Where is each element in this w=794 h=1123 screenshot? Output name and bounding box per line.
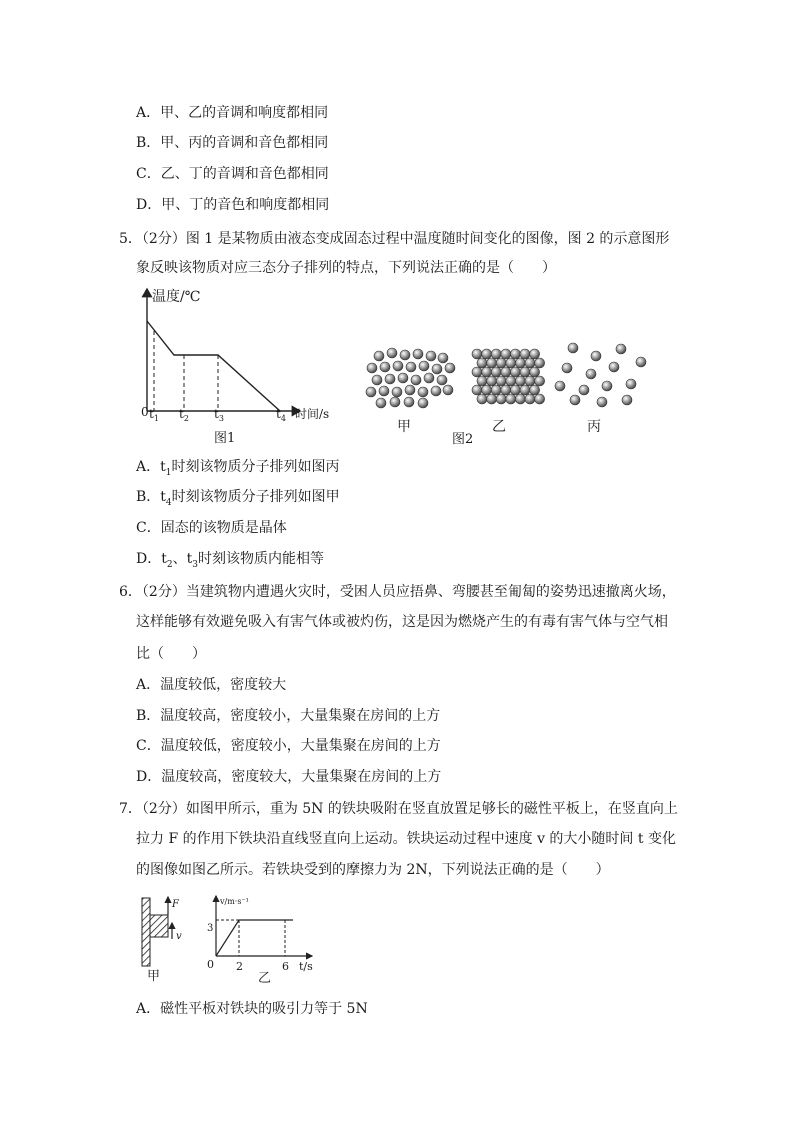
q6-option-c: C．温度较低，密度较小，大量集聚在房间的上方 bbox=[136, 738, 441, 754]
molecule bbox=[515, 394, 525, 404]
molecule bbox=[506, 358, 516, 368]
molecules-solid bbox=[472, 349, 545, 404]
q5-stem-line-1: 5．（2分）图 1 是某物质由液态变成固态过程中温度随时间变化的图像，图 2 的示意图形 bbox=[119, 231, 670, 247]
molecule bbox=[491, 385, 501, 395]
fig-yi-y3: 3 bbox=[207, 923, 214, 934]
q5-figure-2-molecules bbox=[355, 340, 650, 450]
molecule bbox=[472, 385, 482, 395]
molecule bbox=[586, 369, 596, 379]
fig-yi-x6: 6 bbox=[282, 960, 289, 973]
molecule bbox=[530, 349, 540, 359]
molecule bbox=[367, 363, 377, 373]
molecule bbox=[525, 376, 535, 386]
molecule bbox=[477, 394, 487, 404]
q6-stem-line-2: 这样能够有效避免吸入有害气体或被灼伤，这是因为燃烧产生的有毒有害气体与空气相 bbox=[136, 614, 668, 630]
q7-stem-line-2: 拉力 F 的作用下铁块沿直线竖直向上运动。铁块运动过程中速度 v 的大小随时间 t 变化 bbox=[136, 831, 676, 847]
molecule bbox=[477, 376, 487, 386]
molecule bbox=[438, 353, 448, 363]
molecule bbox=[487, 358, 497, 368]
molecule bbox=[376, 398, 386, 408]
molecule bbox=[535, 358, 545, 368]
molecule bbox=[515, 358, 525, 368]
molecule bbox=[568, 343, 578, 353]
fig2-label-jia: 甲 bbox=[397, 419, 411, 435]
molecule bbox=[622, 395, 632, 405]
molecule bbox=[404, 397, 414, 407]
molecule bbox=[379, 386, 389, 396]
molecule bbox=[506, 394, 516, 404]
molecule bbox=[530, 385, 540, 395]
q7-stem-line-1: 7．（2分）如图甲所示，重为 5N 的铁块吸附在竖直放置足够长的磁性平板上，在竖直向上 bbox=[119, 801, 678, 817]
molecules-liquid bbox=[366, 348, 455, 408]
fig1-tick-t4: $t_4$ bbox=[276, 407, 286, 423]
molecule bbox=[496, 358, 506, 368]
force-label: F bbox=[172, 899, 179, 910]
q5-stem-line-2: 象反映该物质对应三态分子排列的特点，下列说法正确的是（ ） bbox=[136, 260, 556, 276]
fig-yi-ylabel: v/m·s⁻¹ bbox=[220, 897, 249, 906]
molecule bbox=[501, 385, 511, 395]
molecule bbox=[406, 362, 416, 372]
molecule bbox=[392, 387, 402, 397]
molecule bbox=[418, 398, 428, 408]
fig-yi-xlabel: t/s bbox=[299, 960, 313, 973]
molecule bbox=[372, 375, 382, 385]
velocity-label: v bbox=[176, 931, 182, 942]
q4-option-d: D．甲、丁的音色和响度都相同 bbox=[136, 197, 330, 213]
molecule bbox=[515, 376, 525, 386]
q5-option-b: B．$t_4$时刻该物质分子排列如图甲 bbox=[136, 489, 340, 508]
molecule bbox=[405, 385, 415, 395]
molecule bbox=[496, 394, 506, 404]
molecule bbox=[579, 385, 589, 395]
q6-option-a: A．温度较低，密度较大 bbox=[136, 677, 287, 693]
molecule bbox=[482, 385, 492, 395]
molecule bbox=[530, 367, 540, 377]
fig1-tick-t1: $t_1$ bbox=[149, 407, 159, 423]
molecule bbox=[535, 376, 545, 386]
molecule bbox=[626, 379, 636, 389]
fig1-tick-t3: $t_3$ bbox=[214, 407, 224, 423]
fig1-ylabel: 温度/℃ bbox=[152, 289, 201, 305]
molecule bbox=[477, 358, 487, 368]
molecule bbox=[555, 381, 565, 391]
fig-yi-origin: 0 bbox=[207, 958, 214, 971]
molecule bbox=[411, 375, 421, 385]
q7-option-a: A．磁性平板对铁块的吸引力等于 5N bbox=[136, 1001, 368, 1017]
q6-stem-line-3: 比（ ） bbox=[136, 646, 206, 662]
q6-stem-line-1: 6．（2分）当建筑物内遭遇火灾时，受困人员应捂鼻、弯腰甚至匍匐的姿势迅速撤离火场， bbox=[119, 584, 676, 600]
molecule bbox=[385, 374, 395, 384]
molecule bbox=[393, 361, 403, 371]
magnetic-plate bbox=[142, 898, 150, 966]
molecule bbox=[400, 350, 410, 360]
molecule bbox=[413, 349, 423, 359]
molecule bbox=[374, 351, 384, 361]
molecule bbox=[380, 362, 390, 372]
molecule bbox=[525, 394, 535, 404]
molecule bbox=[501, 367, 511, 377]
q7-figure-yi-graph bbox=[200, 893, 325, 988]
q6-option-d: D．温度较高，密度较大，大量集聚在房间的上方 bbox=[136, 769, 442, 785]
molecule bbox=[591, 351, 601, 361]
fig1-caption: 图1 bbox=[214, 431, 236, 446]
molecule bbox=[510, 385, 520, 395]
molecule bbox=[506, 376, 516, 386]
q7-figure-jia bbox=[134, 893, 190, 985]
molecule bbox=[366, 387, 376, 397]
molecule bbox=[487, 376, 497, 386]
molecule bbox=[501, 349, 511, 359]
fig-yi-x2: 2 bbox=[236, 960, 243, 973]
molecule bbox=[431, 386, 441, 396]
fig1-xlabel: 时间/s bbox=[295, 407, 330, 421]
molecule bbox=[525, 358, 535, 368]
molecule bbox=[487, 394, 497, 404]
q7-stem-line-3: 的图像如图乙所示。若铁块受到的摩擦力为 2N，下列说法正确的是（ ） bbox=[136, 862, 610, 878]
molecule bbox=[432, 364, 442, 374]
molecule bbox=[496, 376, 506, 386]
q5-figure-1-graph bbox=[130, 283, 345, 448]
molecule bbox=[472, 349, 482, 359]
molecule bbox=[535, 394, 545, 404]
fig2-label-bing: 丙 bbox=[587, 419, 601, 435]
molecule bbox=[387, 348, 397, 358]
q5-option-c: C．固态的该物质是晶体 bbox=[136, 520, 287, 536]
molecule bbox=[472, 367, 482, 377]
fig2-caption: 图2 bbox=[452, 432, 474, 447]
molecule bbox=[390, 397, 400, 407]
fig-yi-caption: 乙 bbox=[258, 971, 272, 986]
molecule bbox=[482, 367, 492, 377]
q4-option-c: C．乙、丁的音调和音色都相同 bbox=[136, 166, 329, 182]
fig1-origin: 0 bbox=[141, 405, 149, 419]
molecule bbox=[636, 357, 646, 367]
molecule bbox=[443, 385, 453, 395]
molecule bbox=[491, 349, 501, 359]
molecule bbox=[418, 387, 428, 397]
molecule bbox=[510, 349, 520, 359]
molecule bbox=[602, 381, 612, 391]
fig2-label-yi: 乙 bbox=[492, 419, 506, 435]
molecule bbox=[426, 351, 436, 361]
molecule bbox=[520, 349, 530, 359]
molecule bbox=[520, 367, 530, 377]
q6-option-b: B．温度较高，密度较小，大量集聚在房间的上方 bbox=[136, 708, 441, 724]
molecule bbox=[609, 362, 619, 372]
molecule bbox=[424, 373, 434, 383]
q5-option-a: A．$t_1$时刻该物质分子排列如图丙 bbox=[136, 459, 340, 478]
q4-option-b: B．甲、丙的音调和音色都相同 bbox=[136, 135, 329, 151]
molecule bbox=[562, 363, 572, 373]
molecule bbox=[445, 363, 455, 373]
fig1-tick-t2: $t_2$ bbox=[179, 407, 189, 423]
molecules-gas bbox=[555, 343, 646, 407]
molecule bbox=[570, 395, 580, 405]
molecule bbox=[437, 375, 447, 385]
molecule bbox=[510, 367, 520, 377]
velocity-curve bbox=[216, 920, 293, 956]
iron-block bbox=[150, 915, 168, 937]
molecule bbox=[616, 344, 626, 354]
molecule bbox=[398, 373, 408, 383]
molecule bbox=[597, 397, 607, 407]
cooling-curve bbox=[147, 321, 280, 411]
q5-option-d: D．$t_2$、$t_3$时刻该物质内能相等 bbox=[136, 551, 324, 570]
molecule bbox=[520, 385, 530, 395]
molecule bbox=[482, 349, 492, 359]
molecule bbox=[419, 361, 429, 371]
q4-option-a: A．甲、乙的音调和响度都相同 bbox=[136, 105, 329, 121]
fig-jia-caption: 甲 bbox=[147, 969, 161, 984]
molecule bbox=[491, 367, 501, 377]
